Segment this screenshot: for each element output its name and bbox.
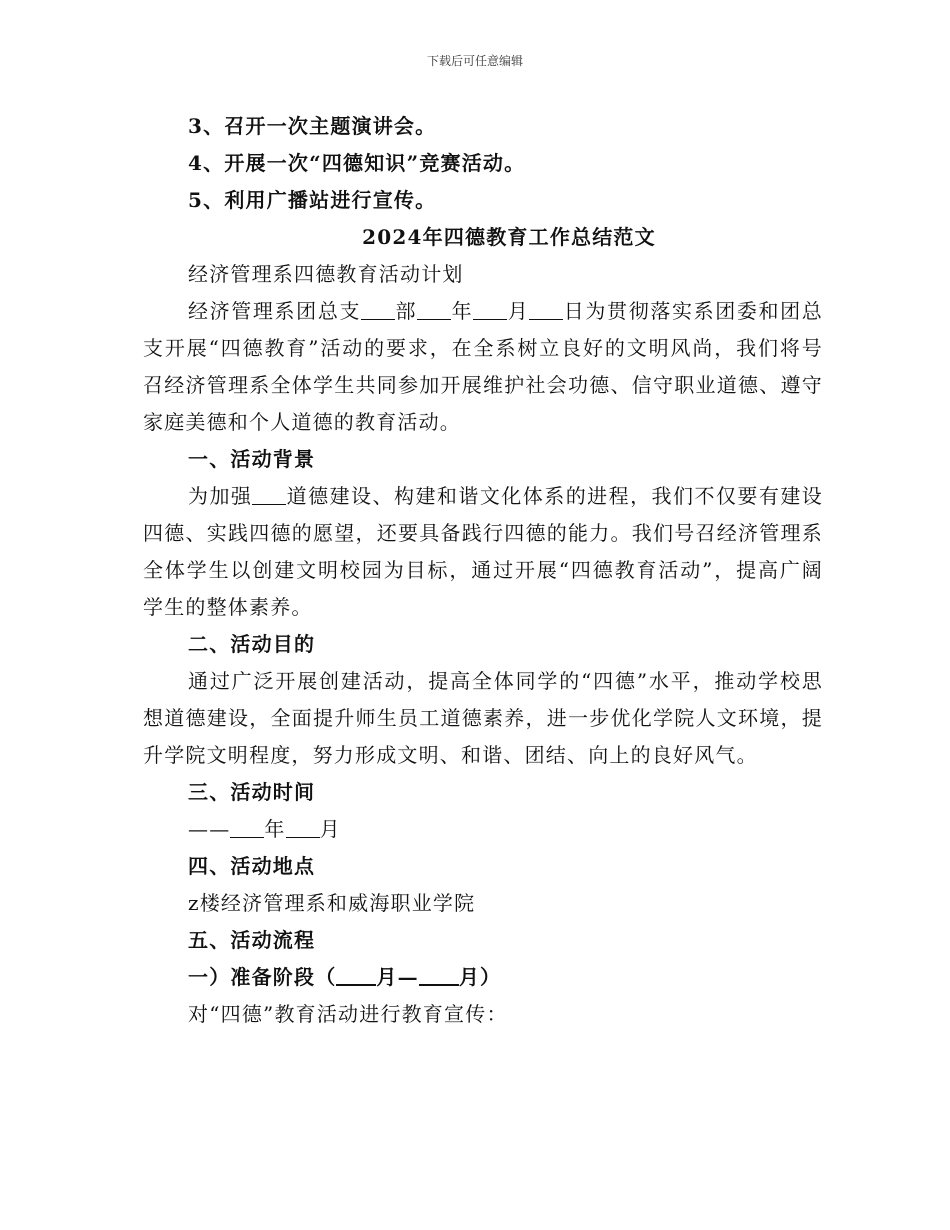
section-heading: 四、活动地点 xyxy=(188,854,316,878)
blank-line xyxy=(419,964,459,986)
document-title: 2024年四德教育工作总结范文 xyxy=(362,225,656,249)
blank-line xyxy=(529,299,563,320)
blank-line xyxy=(286,817,320,838)
section-paragraph: —— 年 月 xyxy=(188,817,341,841)
list-item: 5、利用广播站进行宣传。 xyxy=(188,188,437,212)
section-heading: 五、活动流程 xyxy=(188,928,316,952)
list-item: 3、召开一次主题演讲会。 xyxy=(188,114,437,138)
section-paragraph: z楼经济管理系和威海职业学院 xyxy=(188,891,476,915)
document-subtitle: 经济管理系四德教育活动计划 xyxy=(188,262,464,286)
section-heading: 二、活动目的 xyxy=(188,632,316,656)
page-header: 下载后可任意编辑 xyxy=(426,54,523,68)
subsection-heading: 一）准备阶段（ 月— 月） xyxy=(188,965,502,989)
blank-line xyxy=(361,299,395,320)
section-heading: 一、活动背景 xyxy=(188,447,316,471)
document-body xyxy=(143,108,823,1033)
blank-line xyxy=(336,964,376,986)
section-paragraph: 对“四德”教育活动进行教育宣传： xyxy=(188,1002,508,1026)
blank-line xyxy=(473,299,507,320)
intro-paragraph: 经济管理系团总支 部 年 月 日为贯彻落实系团委和团总支开展“四德教育”活动的要求，在全系树立良好的文明风尚，我们将号召经济管理系全体学生共同参加开展维护社会功德、信守职业道德、遵守家庭美德和个人道德的教育活动。 xyxy=(143,299,823,434)
section-paragraph: 通过广泛开展创建活动，提高全体同学的“四德”水平，推动学校思想道德建设，全面提升师生员工道德素养，进一步优化学院人文环境，提升学院文明程度，努力形成文明、和谐、团结、向上的良好风气。 xyxy=(143,669,823,767)
list-item: 4、开展一次“四德知识”竞赛活动。 xyxy=(188,151,526,175)
section-heading: 三、活动时间 xyxy=(188,780,316,804)
blank-line xyxy=(417,299,451,320)
blank-line xyxy=(230,817,264,838)
blank-line xyxy=(252,484,286,505)
section-paragraph: 为加强 道德建设、构建和谐文化体系的进程，我们不仅要有建设四德、实践四德的愿望，还要具备践行四德的能力。我们号召经济管理系全体学生以创建文明校园为目标，通过开展“四德教育活动”，提高广阔学生的整体素养。 xyxy=(143,484,824,619)
